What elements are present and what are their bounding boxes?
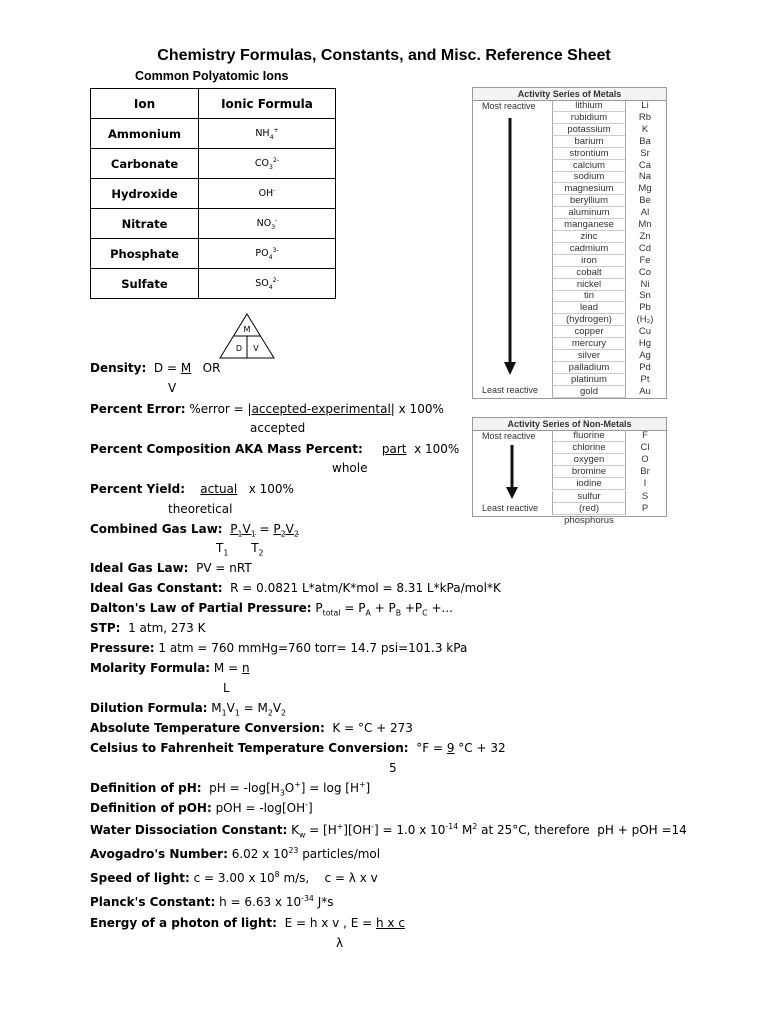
element-name: magnesium <box>552 183 626 195</box>
element-symbol: Pt <box>640 373 650 385</box>
element-name: nickel <box>552 279 626 291</box>
nonmetals-least-reactive: Least reactive <box>482 503 539 513</box>
element-symbol: P <box>641 502 649 514</box>
element-symbol: Cu <box>638 326 652 338</box>
ion-formula: $CO_3^{2-}$ <box>199 149 336 179</box>
water-dissociation-constant: Water Dissociation Constant: $K_w = [H^+][OH^-] = 1.0$ x $10^{-14}$ $M^2$ at 25°C, therefore pH + pOH =14 <box>90 822 687 840</box>
activity-series-row <box>473 350 666 362</box>
daltons-law: Dalton's Law of Partial Pressure: $P_{total} = P_A + P_B +P_C$ +... <box>90 601 453 618</box>
triangle-mass: M <box>243 325 251 334</box>
percent-error-denominator: accepted <box>250 421 306 435</box>
nonmetals-most-reactive: Most reactive <box>482 431 536 441</box>
element-symbol: Cl <box>640 442 650 454</box>
element-name: beryllium <box>552 195 626 207</box>
density-triangle <box>218 312 276 360</box>
ion-name: Sulfate <box>91 269 199 299</box>
ion-row <box>91 209 336 239</box>
activity-series-row <box>473 124 666 136</box>
element-symbol: Hg <box>638 338 652 349</box>
activity-series-row <box>473 374 666 386</box>
element-name: iron <box>552 255 626 267</box>
activity-series-row <box>473 231 666 243</box>
element-name: fluorine <box>552 430 626 442</box>
activity-series-row <box>473 148 666 160</box>
celsius-fahrenheit-denominator: 5 <box>389 761 397 775</box>
percent-composition-denominator: whole <box>332 461 368 475</box>
metals-most-reactive: Most reactive <box>482 101 536 111</box>
element-symbol: Ba <box>639 135 651 147</box>
element-symbol: Li <box>641 100 649 111</box>
element-name: iodine <box>552 478 626 490</box>
metals-least-reactive: Least reactive <box>482 385 539 395</box>
activity-series-row <box>473 171 666 183</box>
poh-definition: Definition of pOH: pOH = -log[OH-] <box>90 800 313 815</box>
activity-series-row <box>473 267 666 279</box>
ion-formula: $NO_3^-$ <box>199 209 336 239</box>
metals-activity-title: Activity Series of Metals <box>473 88 666 101</box>
polyatomic-ions-table <box>90 88 336 299</box>
element-symbol: O <box>641 454 649 466</box>
element-symbol: Mg <box>638 183 652 195</box>
ion-name: Ammonium <box>91 119 199 149</box>
celsius-fahrenheit-conversion: Celsius to Fahrenheit Temperature Conversion: °F = 9 °C + 32 <box>90 741 506 755</box>
element-name: copper <box>552 326 626 338</box>
element-symbol: Pb <box>639 302 651 314</box>
plancks-constant: Planck's Constant: h = 6.63 x $10^{-34}$ J*s <box>90 894 334 909</box>
element-name: rubidium <box>552 112 626 124</box>
ion-row <box>91 269 336 299</box>
ideal-gas-law: Ideal Gas Law: PV = nRT <box>90 561 252 575</box>
element-symbol: S <box>641 490 649 502</box>
activity-series-row <box>473 386 666 398</box>
activity-series-row <box>473 207 666 219</box>
element-symbol: Be <box>639 195 651 207</box>
combined-gas-denominator: $T_1$ $T_2$ <box>216 541 264 558</box>
ion-name: Carbonate <box>91 149 199 179</box>
activity-series-row <box>473 442 666 454</box>
element-symbol: Al <box>640 207 650 219</box>
element-symbol: Cd <box>638 242 652 254</box>
element-symbol: Pd <box>639 361 651 373</box>
element-symbol: (H₂) <box>636 314 654 326</box>
absolute-temperature-conversion: Absolute Temperature Conversion: K = °C + 273 <box>90 721 413 735</box>
density-denominator: V <box>168 381 177 395</box>
pressure-conversions: Pressure: 1 atm = 760 mmHg=760 torr= 14.7 psi=101.3 kPa <box>90 641 468 655</box>
element-symbol: K <box>641 123 649 135</box>
ion-formula: $SO_4^{2-}$ <box>199 269 336 299</box>
nonmetals-activity-title: Activity Series of Non-Metals <box>473 418 666 431</box>
activity-series-row <box>473 314 666 326</box>
element-symbol: Ni <box>640 278 650 290</box>
element-symbol: Na <box>638 171 652 183</box>
element-symbol: Au <box>639 385 651 397</box>
ion-row <box>91 119 336 149</box>
element-symbol: Co <box>638 266 652 278</box>
ion-column-header: Ion <box>91 89 199 119</box>
percent-yield-denominator: theoretical <box>168 502 233 516</box>
ion-formula: $PO_4^{3-}$ <box>199 239 336 269</box>
activity-series-row <box>473 255 666 267</box>
dilution-formula: Dilution Formula: $M_1V_1 = M_2V_2$ <box>90 701 287 718</box>
activity-series-row <box>473 338 666 350</box>
element-symbol: Mn <box>638 219 652 230</box>
element-name: zinc <box>552 231 626 243</box>
activity-series-row <box>473 112 666 124</box>
element-name: (hydrogen) <box>552 314 626 326</box>
element-name: lithium <box>552 100 626 112</box>
photon-energy: Energy of a photon of light: E = h x v , E = h x c <box>90 916 405 930</box>
element-name: lead <box>552 302 626 314</box>
avogadros-number: Avogadro's Number: 6.02 x $10^{23}$ particles/mol <box>90 846 381 861</box>
activity-series-row <box>473 491 666 503</box>
activity-series-row <box>473 454 666 466</box>
triangle-volume: V <box>253 344 259 353</box>
activity-series-row <box>473 290 666 302</box>
element-name: cobalt <box>552 267 626 279</box>
activity-series-row <box>473 362 666 374</box>
activity-series-row <box>473 100 666 112</box>
ion-row <box>91 149 336 179</box>
element-name: calcium <box>552 160 626 172</box>
element-name: sodium <box>552 171 626 183</box>
triangle-density: D <box>235 344 243 353</box>
activity-series-row <box>473 502 666 526</box>
element-name: manganese <box>552 219 626 231</box>
ion-name: Hydroxide <box>91 179 199 209</box>
element-name: palladium <box>552 362 626 374</box>
element-name: oxygen <box>552 454 626 466</box>
element-symbol: I <box>643 478 647 490</box>
photon-energy-denominator: λ <box>336 936 344 950</box>
element-name: mercury <box>552 338 626 350</box>
ion-formula: OH- <box>199 179 336 209</box>
activity-series-row <box>473 136 666 148</box>
activity-series-row <box>473 478 666 490</box>
nonmetals-activity-series <box>472 417 667 526</box>
element-name: chlorine <box>552 442 626 454</box>
element-name: gold <box>552 386 626 398</box>
speed-of-light: Speed of light: c = 3.00 x $10^8$ m/s, c = λ x v <box>90 870 378 885</box>
ion-name: Nitrate <box>91 209 199 239</box>
activity-series-row <box>473 326 666 338</box>
combined-gas-law: Combined Gas Law: $P_1V_1 = P_2V_2$ <box>90 522 299 539</box>
element-name: aluminum <box>552 207 626 219</box>
element-name: sulfur <box>552 491 626 503</box>
activity-series-row <box>473 195 666 207</box>
ideal-gas-constant: Ideal Gas Constant: R = 0.0821 L*atm/K*mol = 8.31 L*kPa/mol*K <box>90 581 501 595</box>
activity-series-row <box>473 243 666 255</box>
element-name: bromine <box>552 466 626 478</box>
element-name: platinum <box>552 374 626 386</box>
density-formula: Density: D = M OR <box>90 361 221 375</box>
element-symbol: F <box>642 430 648 441</box>
metals-activity-series <box>472 87 667 399</box>
element-name: silver <box>552 350 626 362</box>
percent-yield-formula: Percent Yield: actual x 100% <box>90 482 294 496</box>
ion-row <box>91 239 336 269</box>
activity-series-row <box>473 219 666 231</box>
activity-series-row <box>473 430 666 442</box>
element-symbol: Sn <box>639 290 651 302</box>
ph-definition: Definition of pH: pH = $-\log[H_3O^+] = \log [H^+]$ <box>90 780 371 798</box>
activity-series-row <box>473 279 666 291</box>
molarity-formula: Molarity Formula: M = n <box>90 661 250 675</box>
molarity-denominator: L <box>223 681 230 695</box>
element-symbol: Zn <box>639 230 651 242</box>
element-name: cadmium <box>552 243 626 255</box>
element-symbol: Sr <box>640 147 650 159</box>
page-title: Chemistry Formulas, Constants, and Misc. Reference Sheet <box>157 47 611 64</box>
ion-row <box>91 179 336 209</box>
element-symbol: Rb <box>638 111 652 123</box>
activity-series-row <box>473 183 666 195</box>
element-name: (red) phosphorus <box>552 503 626 515</box>
activity-series-row <box>473 302 666 314</box>
ion-formula: $NH_4^+$ <box>199 119 336 149</box>
percent-composition-formula: Percent Composition AKA Mass Percent: part x 100% <box>90 442 460 456</box>
element-name: strontium <box>552 148 626 160</box>
ion-name: Phosphate <box>91 239 199 269</box>
activity-series-row <box>473 160 666 172</box>
element-symbol: Fe <box>639 254 651 266</box>
element-symbol: Br <box>640 466 650 478</box>
percent-error-formula: Percent Error: %error = |accepted-experimental| x 100% <box>90 402 444 416</box>
stp-definition: STP: 1 atm, 273 K <box>90 621 206 635</box>
ions-table-caption: Common Polyatomic Ions <box>135 69 289 83</box>
element-name: potassium <box>552 124 626 136</box>
formula-column-header: Ionic Formula <box>199 89 336 119</box>
element-symbol: Ca <box>638 159 652 171</box>
activity-series-row <box>473 466 666 478</box>
element-name: barium <box>552 136 626 148</box>
element-symbol: Ag <box>639 349 651 361</box>
element-name: tin <box>552 290 626 302</box>
